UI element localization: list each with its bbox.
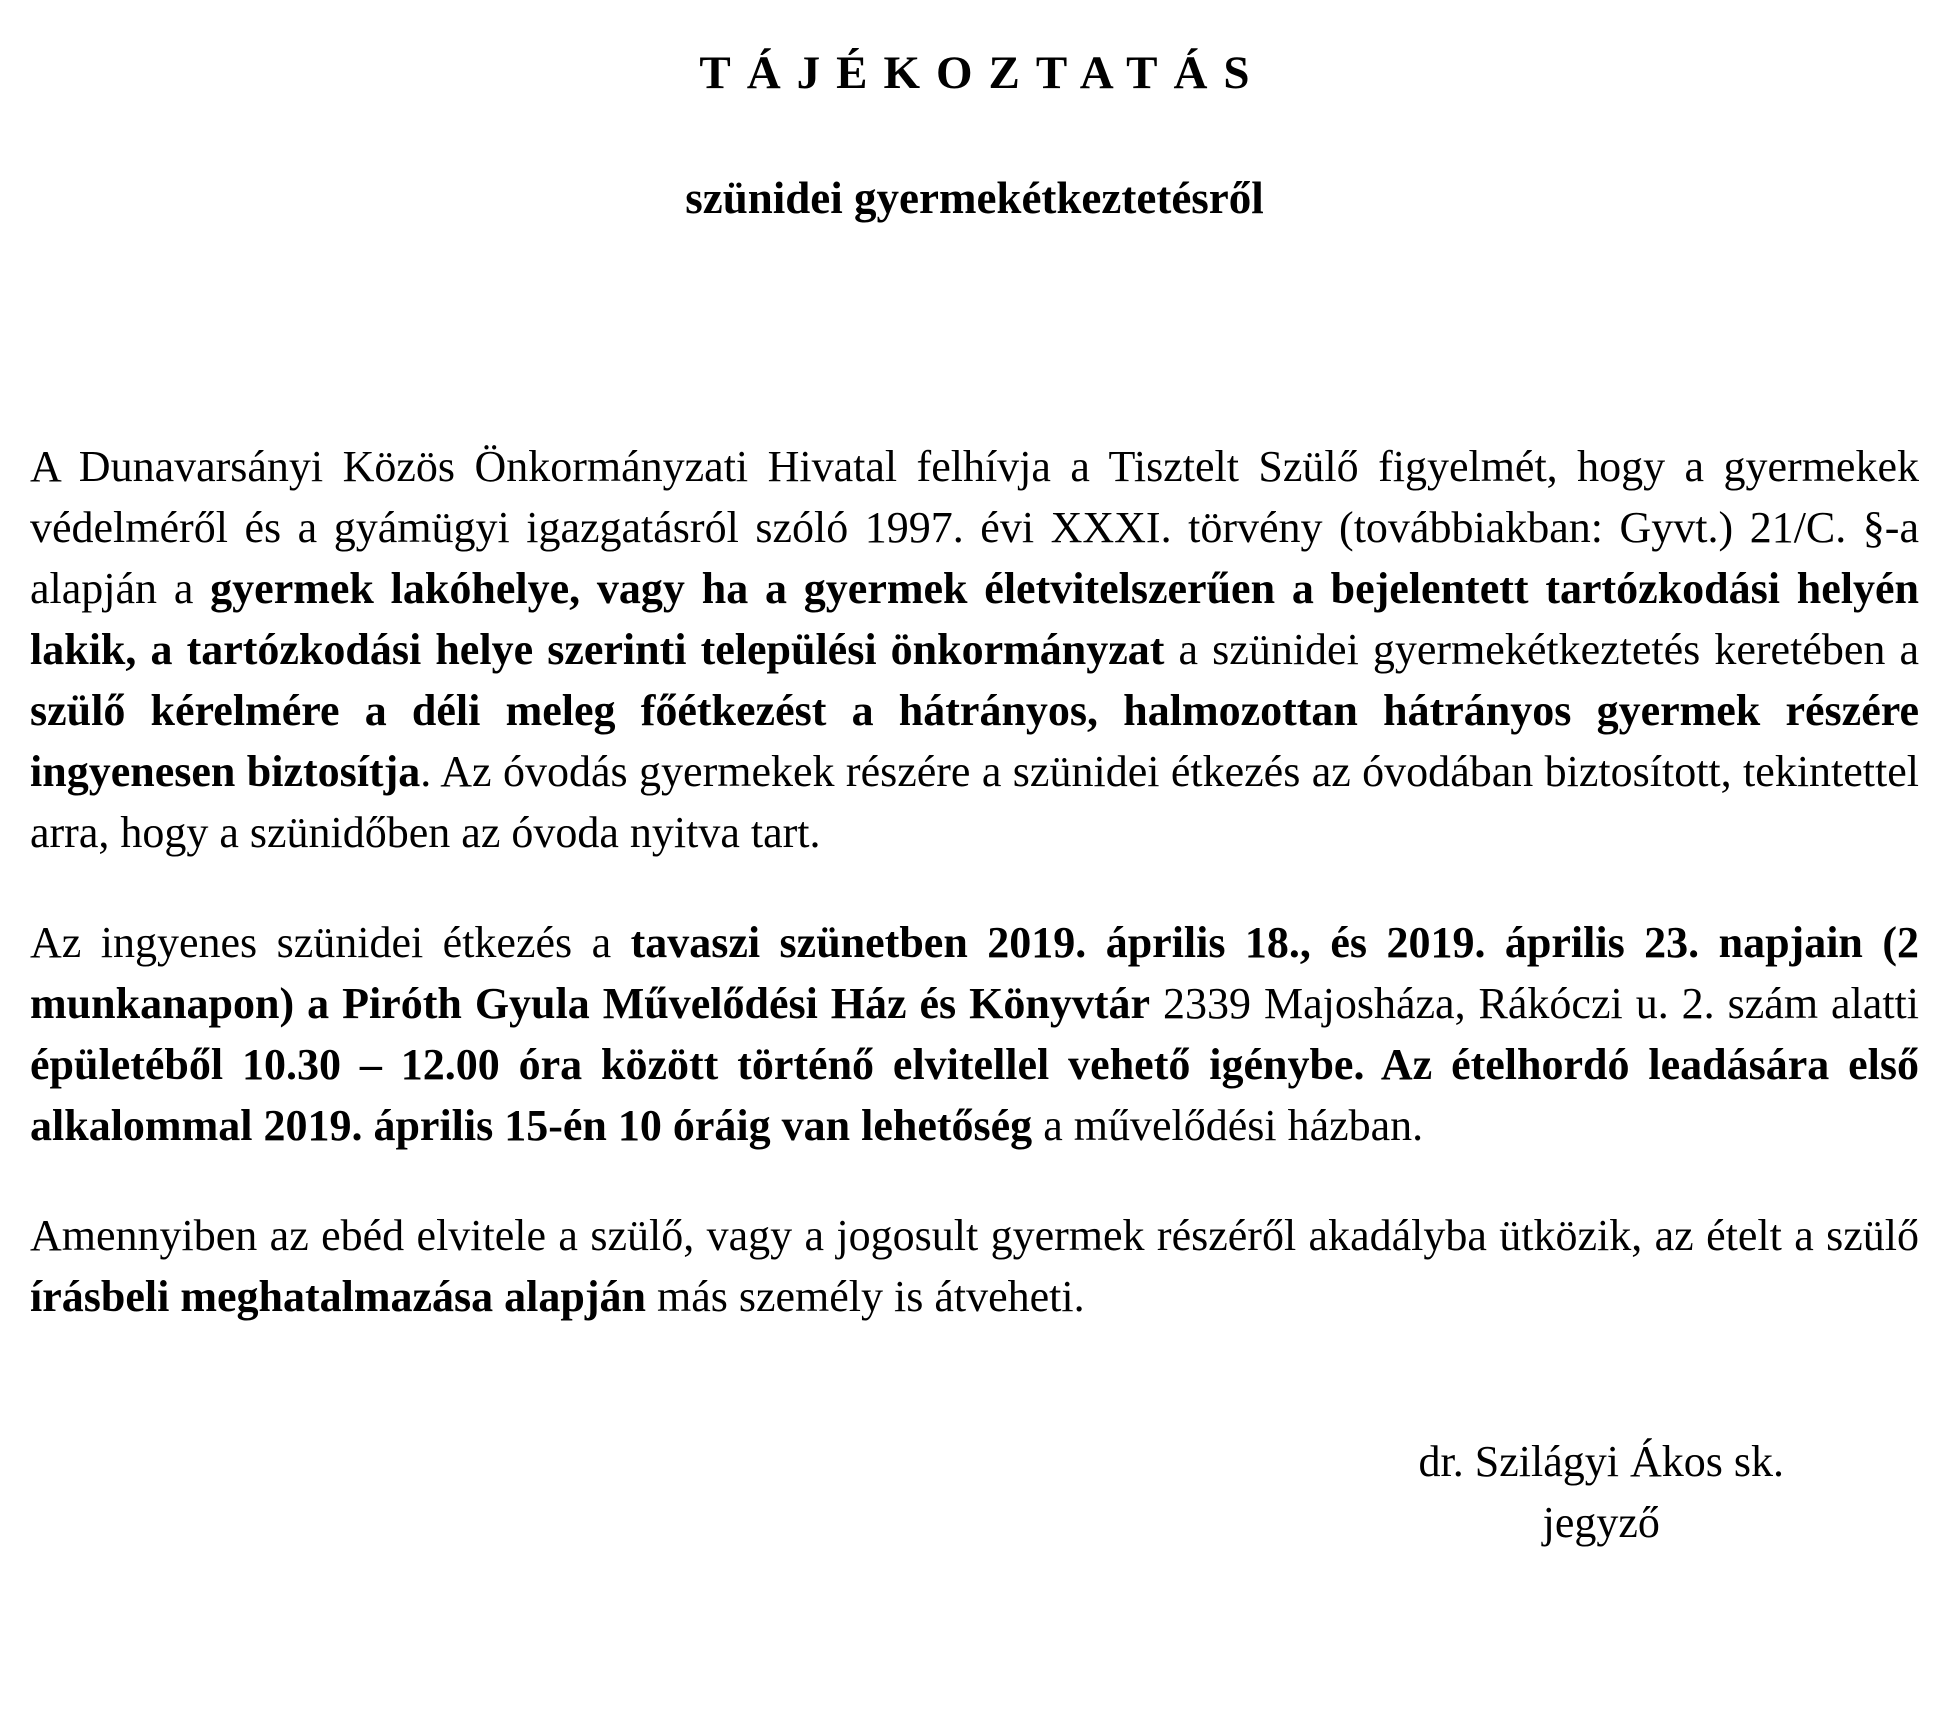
bold-text-run: gyermek lakóhelye, vagy ha a gyermek életvitelszerűen a bejelentett tartózkodási helyén lakik, a tartózkodási helye szerinti települési önkormányzat	[30, 564, 1919, 674]
paragraph	[30, 912, 1919, 1156]
document-title: TÁJÉKOZTATÁS	[699, 47, 1266, 99]
text-run: Az ingyenes szünidei étkezés a	[30, 918, 631, 967]
signature-block	[1419, 1431, 1784, 1553]
bold-text-run: szülő kérelmére a déli meleg főétkezést a hátrányos, halmozottan hátrányos gyermek részére ingyenesen biztosítja	[30, 686, 1919, 796]
text-run: A Dunavarsányi Közös Önkormányzati Hivatal felhívja a Tisztelt Szülő figyelmét, hogy a gyermekek védelméről és a gyámügyi igazgatásról szóló 1997. évi XXXI. törvény (továbbiakban: Gyvt.) 21/C. §-a alapján a	[30, 442, 1919, 613]
paragraph	[30, 1205, 1919, 1327]
text-run: más személy is átveheti.	[645, 1272, 1085, 1321]
bold-text-run: írásbeli meghatalmazása alapján	[30, 1272, 646, 1321]
text-run: Amennyiben az ebéd elvitele a szülő, vagy a jogosult gyermek részéről akadályba ütközik, az ételt a szülő	[30, 1211, 1919, 1260]
text-run: a művelődési házban.	[1032, 1101, 1424, 1150]
bold-text-run: épületéből 10.30 – 12.00 óra között történő elvitellel vehető igénybe. Az ételhordó leadására első alkalommal 2019. április 15-én 10 óráig van lehetőség	[30, 1040, 1919, 1150]
text-run: 2339 Majosháza, Rákóczi u. 2. szám alatti	[1150, 979, 1919, 1028]
text-run: a szünidei gyermekétkeztetés keretében a	[1164, 625, 1919, 674]
document-subtitle: szünidei gyermekétkeztetésről	[685, 173, 1264, 223]
text-run: . Az óvodás gyermekek részére a szünidei étkezés az óvodában biztosított, tekintettel arra, hogy a szünidőben az óvoda nyitva tart.	[30, 747, 1919, 857]
document-body	[30, 224, 1919, 1327]
bold-text-run: tavaszi szünetben 2019. április 18., és 2019. április 23. napjain (2 munkanapon) a Piróth Gyula Művelődési Ház és Könyvtár	[30, 918, 1919, 1028]
signature-role: jegyző	[1542, 1498, 1660, 1547]
signature-name: dr. Szilágyi Ákos sk.	[1418, 1437, 1784, 1486]
paragraph	[30, 436, 1919, 863]
